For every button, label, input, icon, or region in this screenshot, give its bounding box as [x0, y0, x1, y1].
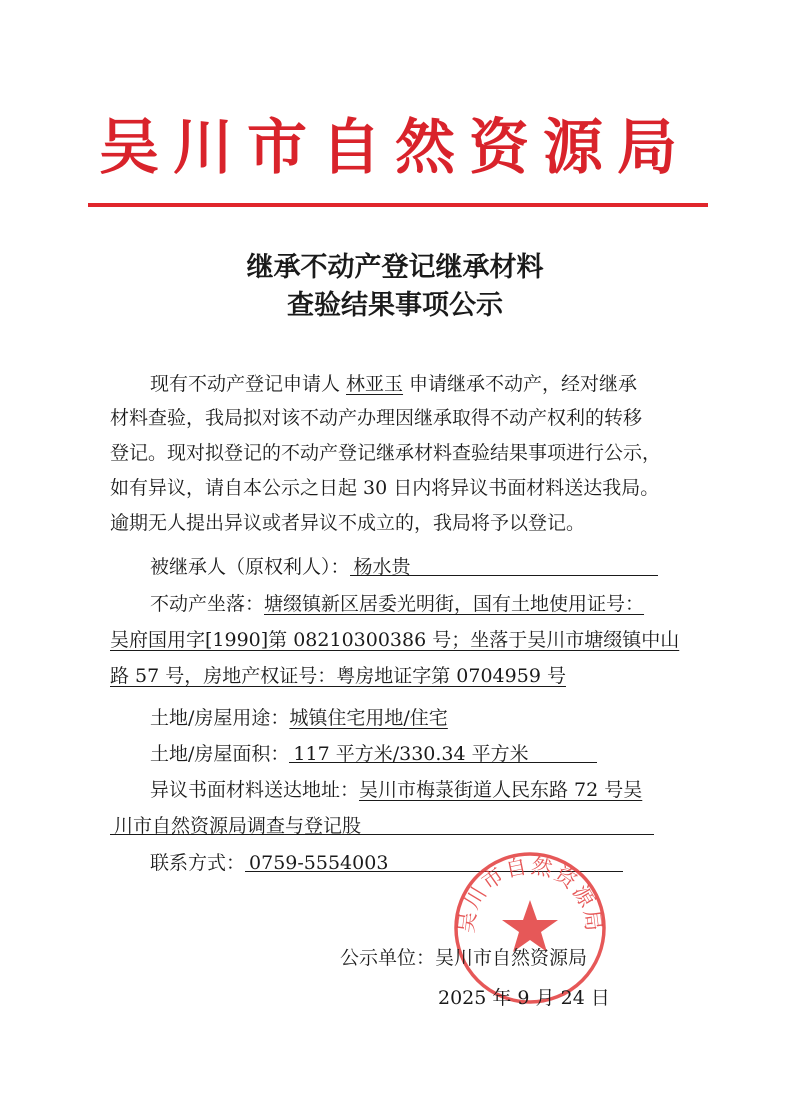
issuer-line: 公示单位：吴川市自然资源局 [340, 947, 588, 969]
paragraph-line-3: 登记。现对拟登记的不动产登记继承材料查验结果事项进行公示， [110, 442, 662, 464]
decedent-value: 杨水贵 [350, 553, 658, 576]
applicant-name: 林亚玉 [346, 373, 404, 395]
paragraph-line-2: 材料查验，我局拟对该不动产办理因继承取得不动产权利的转移 [110, 407, 643, 429]
paragraph-line-4: 如有异议，请自本公示之日起 30 日内将异议书面材料送达我局。 [110, 477, 660, 499]
address-row: 异议书面材料送达地址：吴川市梅菉街道人民东路 72 号吴 [150, 779, 643, 801]
decedent-row: 被继承人（原权利人）： 杨水贵 [150, 553, 658, 581]
location-value-line3: 路 57 号，房地产权证号：粤房地证字第 0704959 号 [110, 665, 566, 687]
document-title-line1: 继承不动产登记继承材料 [246, 252, 544, 283]
location-value-line1: 塘缀镇新区居委光明街，国有土地使用证号： [264, 593, 645, 615]
location-row: 不动产坐落：塘缀镇新区居委光明街，国有土地使用证号： [150, 593, 645, 615]
use-row: 土地/房屋用途：城镇住宅用地/住宅 [150, 707, 448, 729]
contact-row: 联系方式： 0759-5554003 [150, 849, 623, 877]
location-value-line2: 吴府国用字[1990]第 08210300386 号；坐落于吴川市塘缀镇中山 [110, 629, 680, 651]
address-value-line2: 川市自然资源局调查与登记股 [110, 812, 654, 840]
address-value-line1: 吴川市梅菉街道人民东路 72 号吴 [359, 779, 643, 801]
letterhead-org-name: 吴川市自然资源局 [99, 113, 691, 183]
issue-date: 2025 年 9 月 24 日 [438, 987, 610, 1009]
issuer-name: 吴川市自然资源局 [435, 947, 588, 969]
document-title-line2: 查验结果事项公示 [287, 290, 503, 321]
contact-value: 0759-5554003 [245, 849, 623, 872]
area-row: 土地/房屋面积： 117 平方米/330.34 平方米 [150, 740, 597, 768]
paragraph-line-1: 现有不动产登记申请人 林亚玉 申请继承不动产，经对继承 [150, 373, 638, 395]
letterhead-divider [88, 203, 708, 207]
area-value: 117 平方米/330.34 平方米 [289, 740, 597, 763]
use-value: 城镇住宅用地/住宅 [289, 707, 448, 729]
paragraph-line-5: 逾期无人提出异议或者异议不成立的，我局将予以登记。 [110, 512, 586, 534]
seal-text: 吴川市自然资源局 [454, 853, 606, 935]
